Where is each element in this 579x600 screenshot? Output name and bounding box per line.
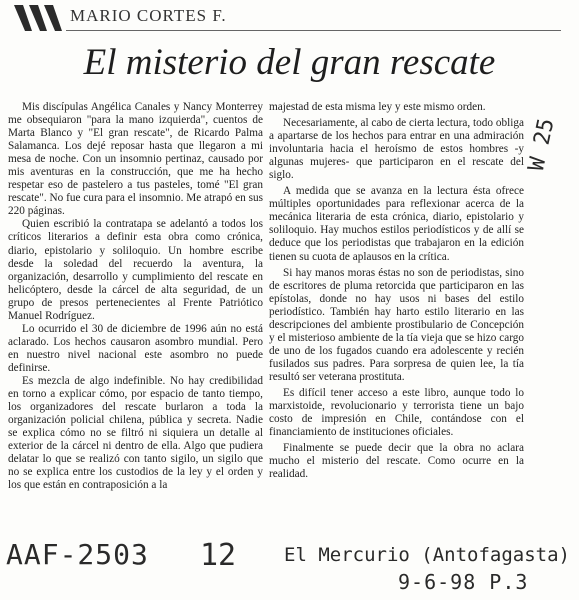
header-rule [66, 30, 561, 31]
author-byline: MARIO CORTES F. [70, 6, 227, 25]
paragraph: Si hay manos moras éstas no son de periodistas, sino de escritores de pluma retorcida que participaron en las epístolas, donde no hay usos ni bases del estilo periodístico. También hay harto estilo literario en las descripciones del ambiente prostibulario de Concepción y el misterioso ambiente de la tía vieja que se hizo cargo de uno de los fugados cuando era adolescente y recién fusilados sus padres. Para sorpresa de quien lee, la tía resultó ser veterana prostituta. [269, 266, 524, 383]
paragraph: Es difícil tener acceso a este libro, aunque todo lo marxistoide, revolucionario y terrorista tiene un bajo costo de impresión en Chile, contándose con el financiamiento de instituciones oficiales. [269, 386, 524, 439]
right-column [269, 101, 524, 484]
left-column [8, 101, 263, 492]
handwritten-mark: 12 [200, 538, 237, 573]
paragraph: A medida que se avanza en la lectura ésta ofrece múltiples oportunidades para reflexionar acerca de la mecánica literaria de esta crónica, diario, epistolario y soliloquio. Hay muchos estilos periodísticos y de allí se deduce que los periodistas que trabajaron en la edición tienen su cuota de aplausos en la crítica. [269, 185, 524, 263]
article-title: El misterio del gran rescate [83, 42, 496, 83]
paragraph: Mis discípulas Angélica Canales y Nancy Monterrey me obsequiaron "para la mano izquierda", cuentos de Marta Blanco y "El gran rescate", de Ricardo Palma Salamanca. Los dejé reposar hasta que llegaron a mi mesa de noche. Con un insomnio pertinaz, causado por mis aventuras en la construcción, que me ha hecho respetar eso de pastelero a tus pasteles, tomé "El gran rescate". No fue cura para el insomnio. Me atrapó en sus 220 páginas. [8, 101, 263, 218]
paragraph: Necesariamente, al cabo de cierta lectura, todo obliga a apartarse de los hechos para entrar en una admiración involuntaria hacia el heroísmo de estos hombres -y algunas mujeres- que participaron en el rescate del siglo. [269, 117, 524, 182]
paragraph: Lo ocurrido el 30 de diciembre de 1996 aún no está aclarado. Los hechos causaron asombro mundial. Pero en nuestro nivel nacional este asombro no puede definirse. [8, 322, 263, 374]
handwritten-margin-note: W 25 [524, 116, 560, 174]
paragraph: Quien escribió la contratapa se adelantó a todos los críticos literarios a definir esta obra como crónica, diario, epistolario y soliloquio. Un hombre escribe desde la soledad del recuerdo la aventura, la organización, desarrollo y cumplimiento del rescate en helicóptero, desde la cárcel de alta seguridad, de un grupo de presos pertenecientes al Frente Patriótico Manuel Rodríguez. [8, 218, 263, 322]
paragraph: Finalmente se puede decir que la obra no aclara mucho el misterio del rescate. Como ocurre en la realidad. [269, 442, 524, 481]
handwritten-date: 9-6-98 P.3 [398, 570, 529, 594]
handwritten-source: El Mercurio (Antofagasta) [284, 544, 570, 566]
newspaper-logo [14, 5, 64, 31]
paragraph: Es mezcla de algo indefinible. No hay credibilidad en torno a explicar cómo, por espacio de tanto tiempo, los organizadores del rescate burlaron a toda la organización policial chilena, pública y secreta. Nadie se explica cómo no se filtró ni siquiera un detalle al exterior de la cárcel ni dentro de ella. Algo que pudiera delatar lo que se realizó con tanto sigilo, un sigilo que no se explica entre los custodios de la ley y el orden y los que están en contraposición a la [8, 374, 263, 492]
handwritten-archive-code: AAF-2503 [6, 538, 149, 571]
paragraph: majestad de esta misma ley y este mismo orden. [269, 101, 486, 113]
